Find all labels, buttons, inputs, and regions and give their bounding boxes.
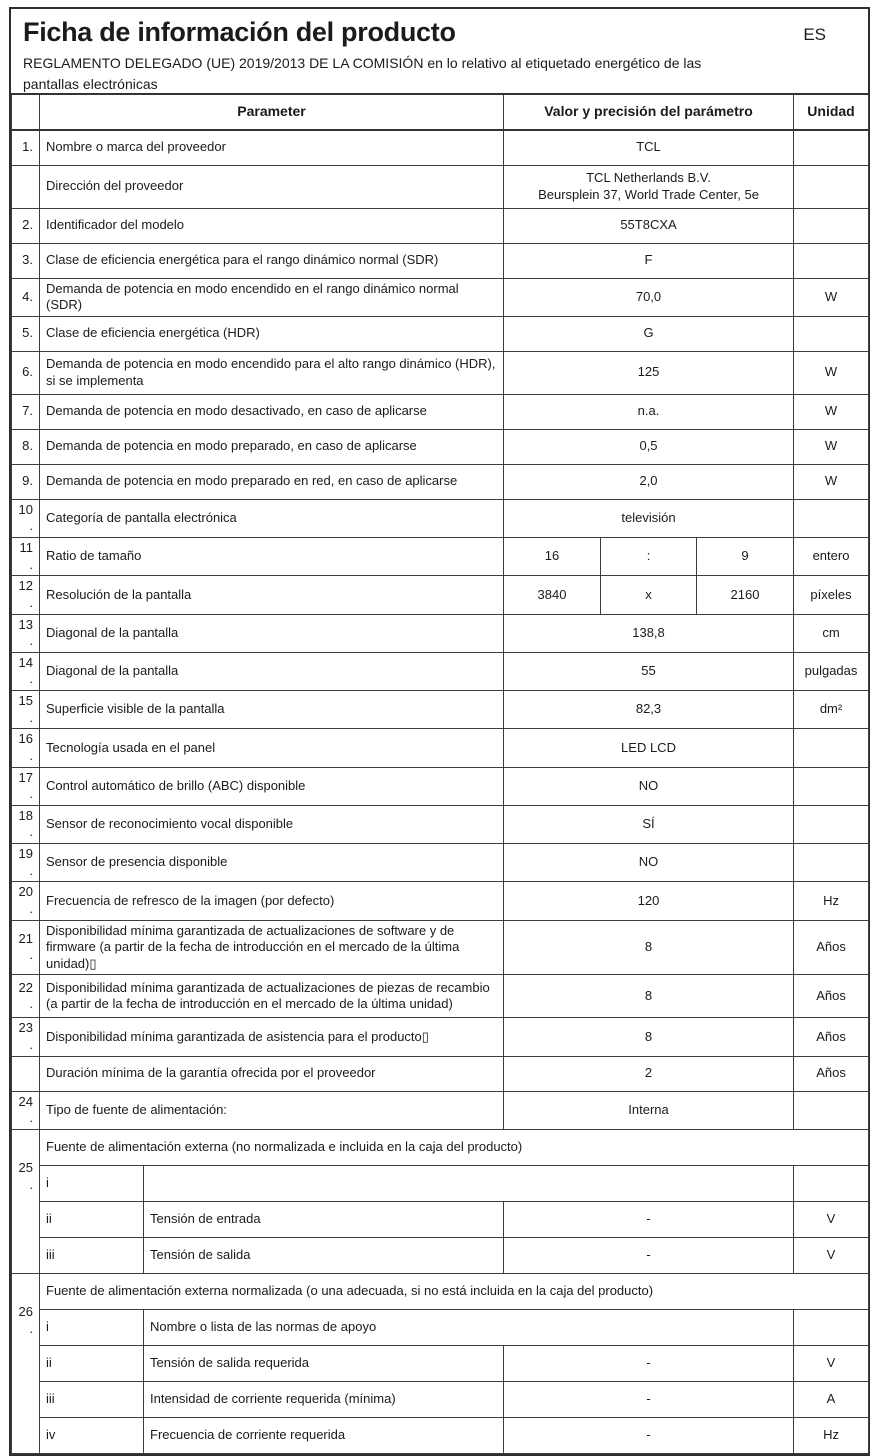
row-number-cell: 8. [12,429,40,464]
table-row [12,1129,869,1165]
value-cell: - [504,1345,794,1381]
value-cell: 82,3 [504,691,794,729]
unit-cell: W [794,278,869,316]
sub-number-cell: iv [40,1417,144,1453]
row-number-cell: 17. [12,767,40,805]
sub-number-cell: ii [40,1201,144,1237]
parameter-cell: Disponibilidad mínima garantizada de actualizaciones de software y de firmware (a partir de la fecha de introducción en el mercado de la última unidad)▯ [40,920,504,975]
parameter-cell: Clase de eficiencia energética (HDR) [40,316,504,351]
parameter-cell: Tensión de entrada [144,1201,504,1237]
table-row [12,1345,869,1381]
parameter-cell: Frecuencia de refresco de la imagen (por defecto) [40,882,504,920]
table-row [12,538,869,576]
value-cell: TCL Netherlands B.V. Beursplein 37, World Trade Center, 5e [504,165,794,208]
value-cell: SÍ [504,805,794,843]
unit-cell [794,499,869,537]
value-cell: 138,8 [504,614,794,652]
table-row [12,429,869,464]
table-row [12,1237,869,1273]
row-number-cell: 26. [12,1273,40,1453]
value-cell: - [504,1381,794,1417]
sub-number-cell: iii [40,1237,144,1273]
parameter-cell: Intensidad de corriente requerida (mínima) [144,1381,504,1417]
parameter-cell: Frecuencia de corriente requerida [144,1417,504,1453]
value-subcell: 3840 [504,576,601,614]
value-cell: Interna [504,1091,794,1129]
table-row [12,767,869,805]
value-cell: 8 [504,975,794,1018]
row-number-cell: 2. [12,208,40,243]
unit-cell: W [794,351,869,394]
table-row [12,464,869,499]
value-cell: NO [504,844,794,882]
header-parameter: Parameter [40,94,504,130]
value-subcell: 16 [504,538,601,576]
table-row [12,882,869,920]
parameter-cell: Categoría de pantalla electrónica [40,499,504,537]
row-number-cell: 20. [12,882,40,920]
unit-cell: V [794,1237,869,1273]
table-row [12,1201,869,1237]
table-row [12,1309,869,1345]
table-row [12,920,869,975]
table-row [12,691,869,729]
parameter-cell: Diagonal de la pantalla [40,614,504,652]
unit-cell: Años [794,1056,869,1091]
value-cell: LED LCD [504,729,794,767]
parameter-cell: Duración mínima de la garantía ofrecida por el proveedor [40,1056,504,1091]
row-number-cell: 24. [12,1091,40,1129]
row-number-cell: 4. [12,278,40,316]
table-row [12,208,869,243]
unit-cell: A [794,1381,869,1417]
value-cell: 55T8CXA [504,208,794,243]
unit-cell: dm² [794,691,869,729]
parameter-cell: Control automático de brillo (ABC) disponible [40,767,504,805]
unit-cell: W [794,429,869,464]
product-fiche-page [9,7,870,1456]
value-cell: 70,0 [504,278,794,316]
table-row [12,130,869,165]
unit-cell [794,767,869,805]
table-row [12,975,869,1018]
regulation-subtitle: REGLAMENTO DELEGADO (UE) 2019/2013 DE LA COMISIÓN en lo relativo al etiquetado energético de las pantallas electrónicas [23,55,702,92]
parameter-cell: Demanda de potencia en modo desactivado, en caso de aplicarse [40,394,504,429]
row-number-cell [12,1056,40,1091]
sub-number-cell: i [40,1309,144,1345]
row-number-cell: 19. [12,844,40,882]
table-row [12,1417,869,1453]
table-row [12,1056,869,1091]
header-num-cell [12,94,40,130]
unit-cell [794,208,869,243]
unit-cell: pulgadas [794,652,869,690]
parameter-cell: Dirección del proveedor [40,165,504,208]
parameter-cell: Superficie visible de la pantalla [40,691,504,729]
table-row [12,844,869,882]
unit-cell: entero [794,538,869,576]
table-row [12,351,869,394]
row-number-cell: 6. [12,351,40,394]
table-row [12,499,869,537]
value-cell: - [504,1237,794,1273]
parameter-cell: Sensor de reconocimiento vocal disponible [40,805,504,843]
table-row [12,1165,869,1201]
value-subcell: 2160 [697,576,794,614]
row-number-cell: 12. [12,576,40,614]
table-row [12,1091,869,1129]
value-cell: 125 [504,351,794,394]
unit-cell: W [794,394,869,429]
parameter-cell: Demanda de potencia en modo preparado, en caso de aplicarse [40,429,504,464]
value-cell: G [504,316,794,351]
table-row [12,805,869,843]
row-number-cell: 3. [12,243,40,278]
parameter-cell: Tensión de salida [144,1237,504,1273]
row-number-cell [12,165,40,208]
unit-cell: cm [794,614,869,652]
unit-cell: Años [794,920,869,975]
row-number-cell: 25. [12,1129,40,1273]
unit-cell [794,1309,869,1345]
row-number-cell: 22. [12,975,40,1018]
unit-cell: Años [794,1018,869,1056]
value-cell: TCL [504,130,794,165]
unit-cell [794,1091,869,1129]
value-cell: n.a. [504,394,794,429]
row-number-cell: 23. [12,1018,40,1056]
row-number-cell: 1. [12,130,40,165]
row-number-cell: 9. [12,464,40,499]
value-cell: - [504,1201,794,1237]
product-parameters-table [11,93,869,1454]
unit-cell: Hz [794,1417,869,1453]
parameter-cell: Ratio de tamaño [40,538,504,576]
row-number-cell: 18. [12,805,40,843]
unit-cell [794,1165,869,1201]
unit-cell: Años [794,975,869,1018]
row-number-cell: 13. [12,614,40,652]
page-title: Ficha de información del producto [23,17,456,47]
unit-cell: Hz [794,882,869,920]
parameter-cell: Diagonal de la pantalla [40,652,504,690]
parameter-cell: Demanda de potencia en modo preparado en red, en caso de aplicarse [40,464,504,499]
row-number-cell: 14. [12,652,40,690]
table-row [12,652,869,690]
value-subcell: : [601,538,697,576]
parameter-cell: Sensor de presencia disponible [40,844,504,882]
parameter-cell [144,1165,794,1201]
parameter-cell: Identificador del modelo [40,208,504,243]
table-row [12,1381,869,1417]
parameter-cell: Resolución de la pantalla [40,576,504,614]
table-row [12,243,869,278]
parameter-cell: Clase de eficiencia energética para el rango dinámico normal (SDR) [40,243,504,278]
document-header [11,9,868,93]
parameter-cell: Nombre o marca del proveedor [40,130,504,165]
unit-cell: V [794,1201,869,1237]
unit-cell: píxeles [794,576,869,614]
unit-cell [794,316,869,351]
parameter-cell: Demanda de potencia en modo encendido para el alto rango dinámico (HDR), si se implementa [40,351,504,394]
sub-number-cell: i [40,1165,144,1201]
table-row [12,1273,869,1309]
table-row [12,165,869,208]
value-cell: 2,0 [504,464,794,499]
value-cell: 2 [504,1056,794,1091]
unit-cell [794,130,869,165]
group-header-cell: Fuente de alimentación externa normalizada (o una adecuada, si no está incluida en la caja del producto) [40,1273,869,1309]
value-cell: televisión [504,499,794,537]
parameter-cell: Nombre o lista de las normas de apoyo [144,1309,794,1345]
table-row [12,278,869,316]
value-cell: 55 [504,652,794,690]
value-subcell: x [601,576,697,614]
unit-cell [794,165,869,208]
table-row [12,1018,869,1056]
unit-cell: W [794,464,869,499]
value-cell: - [504,1417,794,1453]
parameter-cell: Tensión de salida requerida [144,1345,504,1381]
sub-number-cell: ii [40,1345,144,1381]
unit-cell: V [794,1345,869,1381]
table-header-row [12,94,869,130]
row-number-cell: 16. [12,729,40,767]
table-row [12,394,869,429]
parameter-cell: Disponibilidad mínima garantizada de actualizaciones de piezas de recambio (a partir de la fecha de introducción en el mercado de la última unidad) [40,975,504,1018]
language-code: ES [803,25,826,44]
unit-cell [794,729,869,767]
row-number-cell: 10. [12,499,40,537]
table-row [12,576,869,614]
value-cell: 8 [504,1018,794,1056]
value-cell: 0,5 [504,429,794,464]
unit-cell [794,805,869,843]
header-value: Valor y precisión del parámetro [504,94,794,130]
header-unit: Unidad [794,94,869,130]
row-number-cell: 15. [12,691,40,729]
unit-cell [794,844,869,882]
row-number-cell: 21. [12,920,40,975]
table-row [12,614,869,652]
parameter-cell: Demanda de potencia en modo encendido en el rango dinámico normal (SDR) [40,278,504,316]
parameter-cell: Disponibilidad mínima garantizada de asistencia para el producto▯ [40,1018,504,1056]
row-number-cell: 5. [12,316,40,351]
group-header-cell: Fuente de alimentación externa (no normalizada e incluida en la caja del producto) [40,1129,869,1165]
table-row [12,316,869,351]
unit-cell [794,243,869,278]
value-cell: 120 [504,882,794,920]
row-number-cell: 11. [12,538,40,576]
value-subcell: 9 [697,538,794,576]
sub-number-cell: iii [40,1381,144,1417]
row-number-cell: 7. [12,394,40,429]
table-row [12,729,869,767]
value-cell: 8 [504,920,794,975]
value-cell: NO [504,767,794,805]
value-cell: F [504,243,794,278]
parameter-cell: Tecnología usada en el panel [40,729,504,767]
parameter-cell: Tipo de fuente de alimentación: [40,1091,504,1129]
